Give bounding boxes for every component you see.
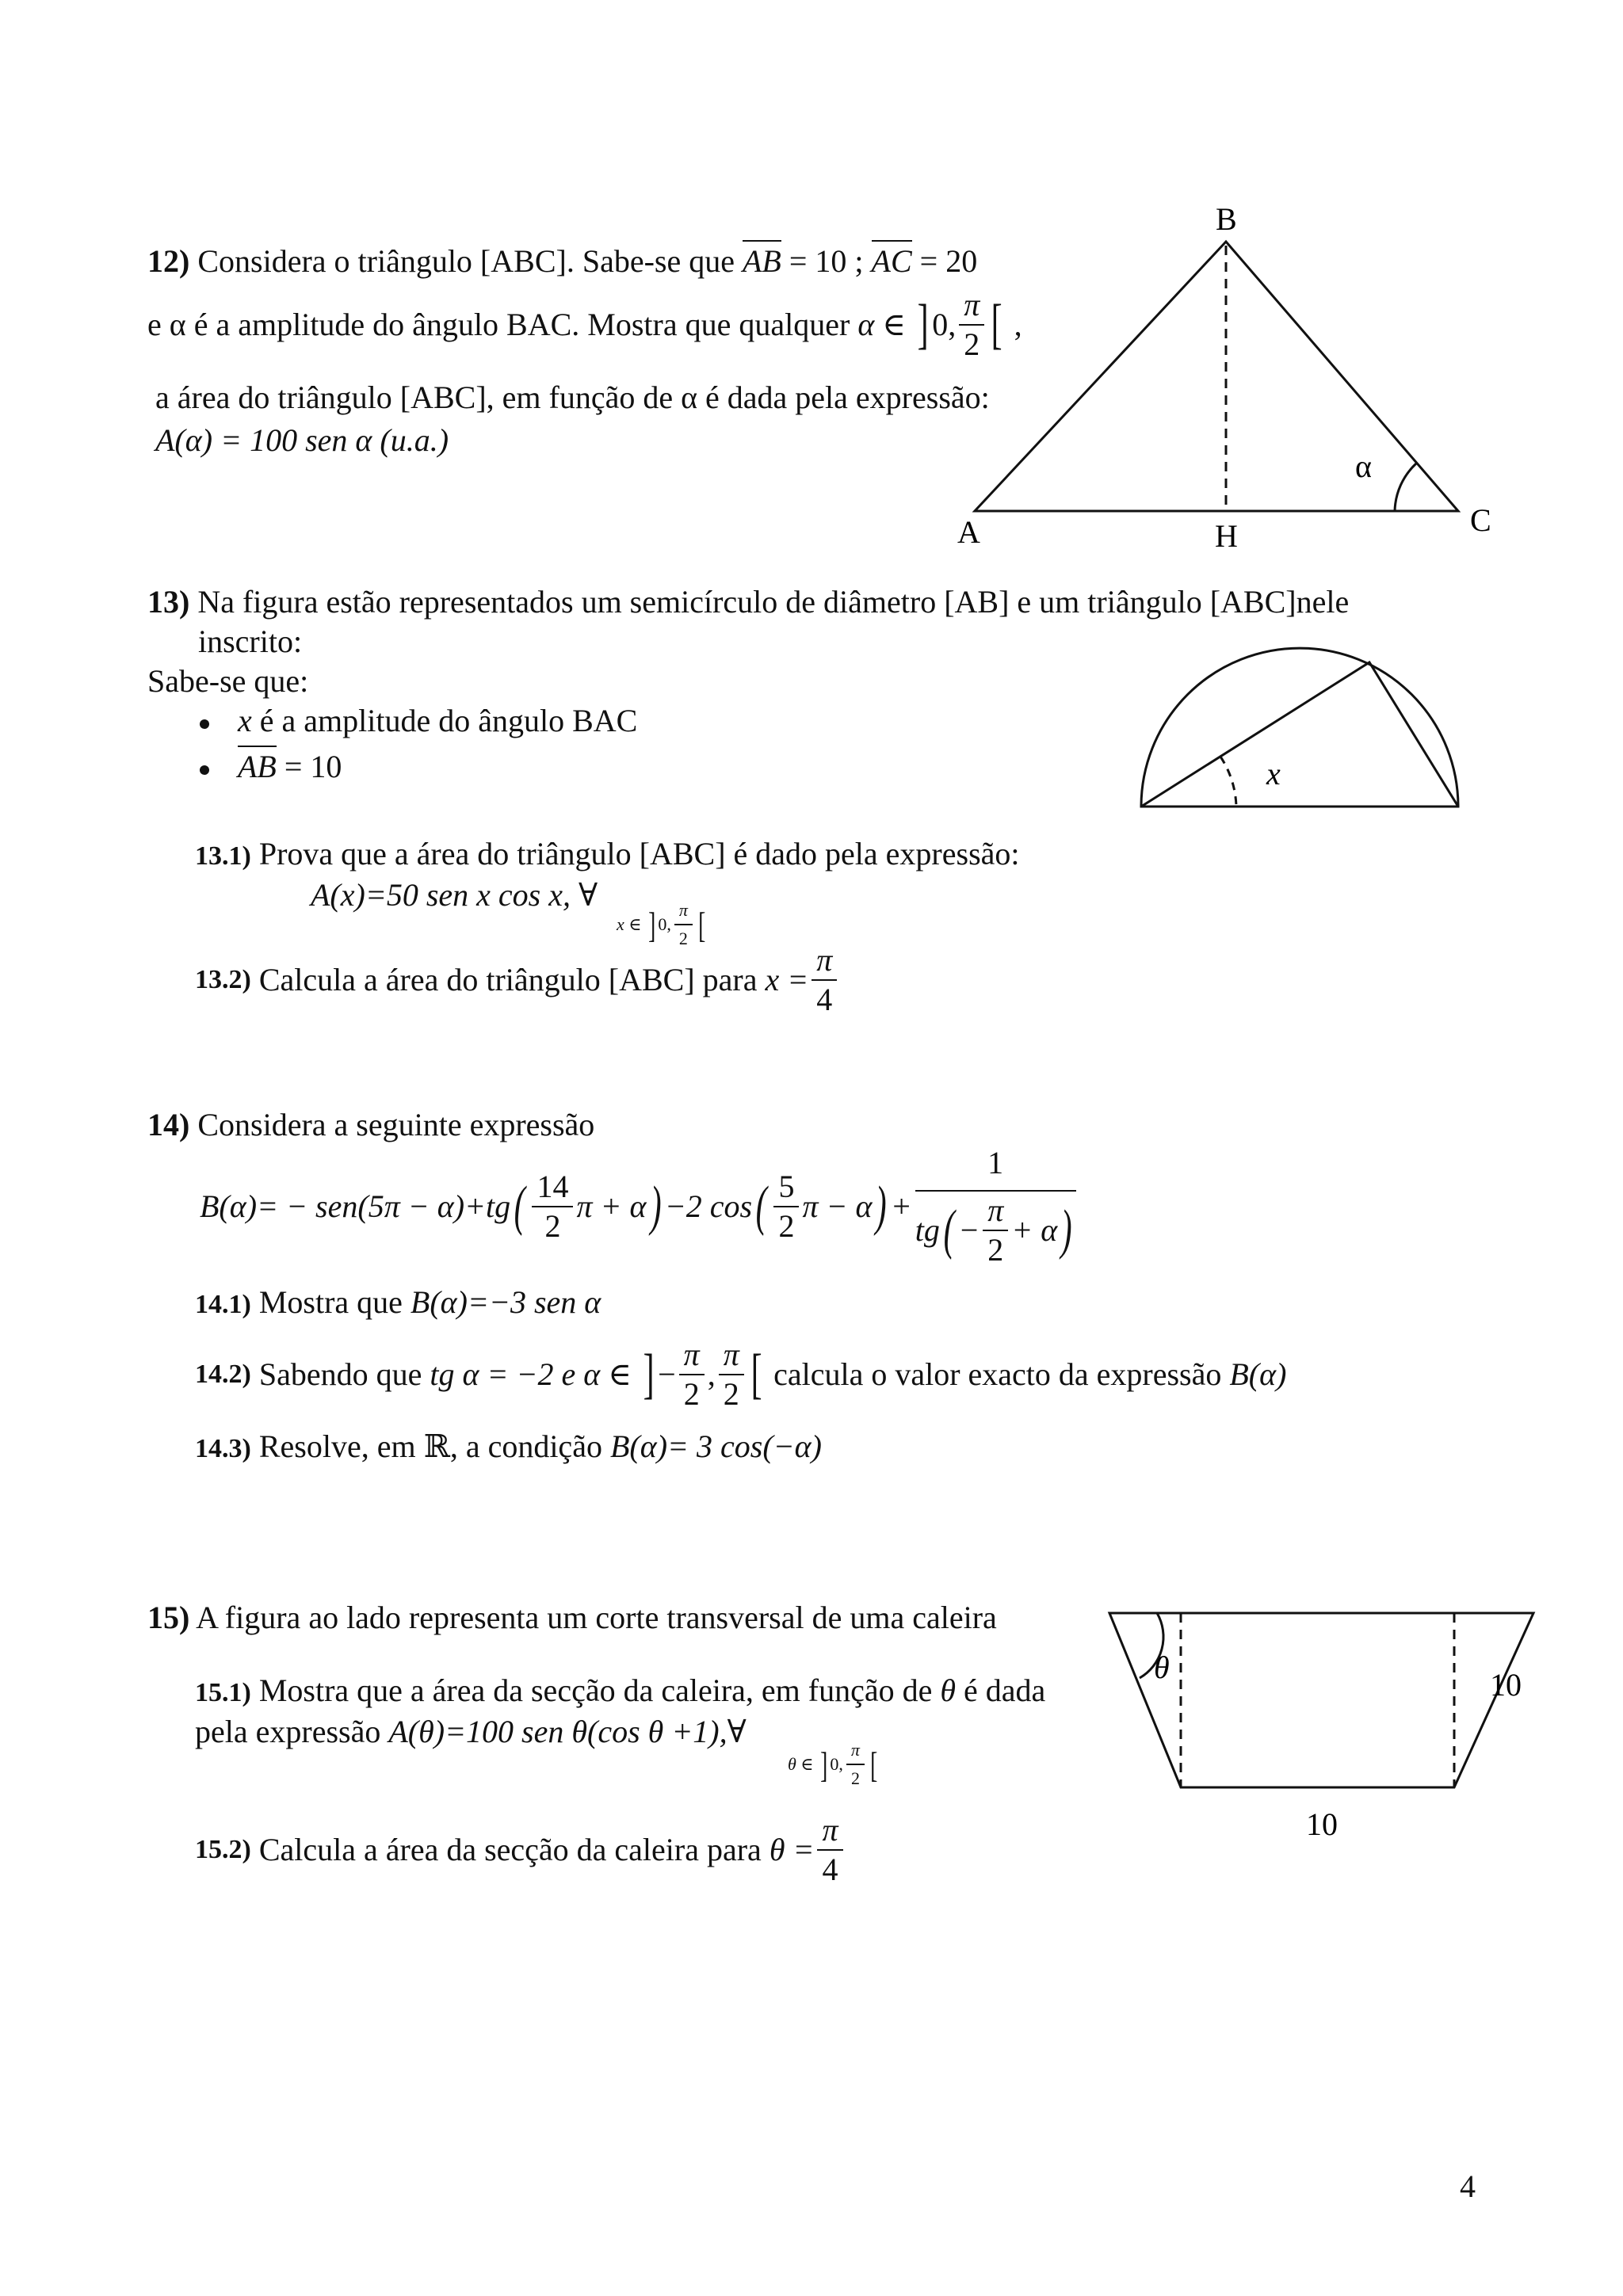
q12-number: 12) (147, 243, 190, 279)
q14-2-b: B(α) (1229, 1356, 1287, 1392)
q14-number: 14) (147, 1107, 190, 1142)
q15-number: 15) (147, 1600, 190, 1635)
q13-1-two: 2 (678, 929, 688, 948)
q12-line3: a área do triângulo [ABC], em função de α é dada pela expressão: (155, 379, 990, 415)
q13-angle-arc (1220, 757, 1236, 807)
q13-known: Sabe-se que: (147, 663, 309, 699)
q12-bracket-left: ] (917, 294, 929, 355)
q13-bullet1-var: x (238, 703, 252, 738)
q13-1-pi: π (674, 900, 693, 925)
q15-1-bracket-right: [ (870, 1744, 878, 1785)
q14-expr-mid3: π − α (802, 1188, 873, 1224)
q12-ab-label: AB (743, 240, 781, 279)
q15-label-side: 10 (1490, 1667, 1522, 1703)
q12-label-alpha: α (1355, 448, 1372, 484)
q13-1-number: 13.1) (195, 841, 251, 871)
q15-label-theta: θ (1154, 1650, 1170, 1685)
q13-line1b: inscrito: (198, 624, 303, 659)
q13-1 (195, 838, 1020, 870)
bullet-icon (200, 719, 209, 729)
q13-2-var: x = (765, 962, 809, 997)
q15-1-domain (788, 1740, 880, 1789)
q13-label-x: x (1266, 756, 1281, 791)
q12-line2 (147, 289, 1022, 360)
q13-2-fraction (812, 944, 837, 1016)
q14-f3-tg: tg (915, 1212, 940, 1248)
q12-comma: , (1014, 307, 1022, 342)
q14-3-text: Resolve, em (258, 1428, 416, 1464)
q14-paren-open: ( (514, 1176, 525, 1237)
q15-2-den: 4 (822, 1852, 838, 1887)
q14-f3-pi: π (983, 1195, 1008, 1231)
q13-semicircle-figure (1125, 634, 1474, 824)
q14-paren-open: ( (755, 1176, 767, 1237)
q15-1-bracket-left: ] (820, 1744, 828, 1785)
q12-label-a: A (957, 514, 980, 550)
q15-2-fraction (817, 1814, 842, 1886)
q14-2-comma: , (707, 1356, 716, 1392)
q15-1-pi-over-2 (846, 1740, 865, 1789)
q13-2-num: π (812, 944, 837, 981)
q15-1-line2-text: pela expressão (195, 1714, 381, 1749)
q14-1-number: 14.1) (195, 1290, 251, 1319)
q14-2-two-a: 2 (683, 1376, 700, 1412)
q14-3-formula: B(α)= 3 cos(−α) (609, 1428, 822, 1464)
q12-bracket-right: [ (991, 294, 1002, 355)
q13-1-bracket-right: [ (697, 904, 706, 945)
q14-f3-minus: − (958, 1212, 980, 1248)
q12-label-b: B (1216, 201, 1237, 237)
q14-expr-plus: + (890, 1188, 912, 1224)
q12-ac-value: = 20 (919, 243, 978, 279)
q14-f2-den: 2 (778, 1208, 795, 1244)
q15-trapezoid (1109, 1613, 1533, 1787)
q15-line1-text: A figura ao lado representa um corte transversal de uma caleira (196, 1600, 997, 1635)
q15-2 (195, 1814, 846, 1886)
q14-f2-num: 5 (773, 1171, 799, 1207)
q14-2-minus: − (658, 1356, 676, 1392)
q12-formula: A(α) = 100 sen α (u.a.) (155, 422, 449, 458)
q14-paren-open: ( (943, 1199, 955, 1261)
q15-1-theta: θ (940, 1672, 956, 1708)
q12-alpha-in: α ∈ (857, 307, 906, 342)
q12-interval-start: 0, (932, 307, 957, 342)
q14-f3-two: 2 (987, 1232, 1004, 1268)
q14-f3-pi-over-2 (983, 1192, 1008, 1268)
q15-1-formula: A(θ)=100 sen θ(cos θ +1),∀ (388, 1714, 747, 1749)
q14-2-two-b: 2 (723, 1376, 739, 1412)
q14-2-cond: tg α = −2 e α ∈ (430, 1356, 632, 1392)
q13-2 (195, 944, 840, 1016)
q14-expr-mid2: −2 cos (664, 1188, 753, 1224)
q14-paren-close: ) (876, 1176, 888, 1237)
q13-bullet1 (200, 705, 637, 737)
q15-2-number: 15.2) (195, 1835, 251, 1864)
q12-ab-value: = 10 ; (789, 243, 864, 279)
q13-1-formula-row (311, 879, 598, 911)
q14-expression (200, 1147, 1079, 1266)
q13-2-text: Calcula a área do triângulo [ABC] para (258, 962, 758, 997)
q14-frac2 (773, 1171, 799, 1242)
q13-line1-text: Na figura estão representados um semicírculo de diâmetro [AB] e um triângulo [ABC]nele (197, 584, 1350, 620)
q13-1-domain-var: x ∈ (617, 914, 642, 934)
q14-3 (195, 1428, 822, 1464)
q14-1-text: Mostra que (258, 1284, 403, 1320)
q14-3-set: ℝ (423, 1428, 450, 1464)
q14-2-bracket-right: [ (750, 1344, 762, 1405)
q14-line1-text: Considera a seguinte expressão (197, 1107, 595, 1142)
q13-2-number: 13.2) (195, 965, 251, 994)
q13-number: 13) (147, 584, 190, 620)
q14-2-pi-b: π (719, 1339, 744, 1375)
q15-2-var: θ = (769, 1832, 815, 1867)
q14-frac1 (532, 1171, 573, 1242)
q14-line1 (147, 1109, 594, 1141)
q14-1-formula: B(α)=−3 sen α (410, 1284, 601, 1320)
q15-2-text: Calcula a área da secção da caleira para (258, 1832, 762, 1867)
q15-1-text2: é dada (964, 1672, 1046, 1708)
q14-paren-close: ) (650, 1176, 662, 1237)
q13-1-domain-start: 0, (658, 914, 671, 934)
q15-1-domain-var: θ ∈ (788, 1754, 814, 1774)
q12-two: 2 (964, 326, 980, 362)
q13-1-bracket-left: ] (648, 904, 656, 945)
q14-2-frac-b (719, 1339, 744, 1410)
q15-label-base: 10 (1306, 1806, 1338, 1842)
q14-2-number: 14.2) (195, 1360, 251, 1389)
q14-2-frac-a (679, 1339, 705, 1410)
q15-line1 (147, 1602, 997, 1634)
q14-2-pi-a: π (679, 1339, 705, 1375)
q13-1-pi-over-2 (674, 900, 693, 949)
q13-1-formula: A(x)=50 sen x cos x, ∀ (311, 877, 598, 913)
q15-1-domain-start: 0, (830, 1754, 843, 1774)
q12-triangle-figure (935, 198, 1506, 555)
q14-f3-num: 1 (915, 1147, 1076, 1192)
q13-1-text: Prova que a área do triângulo [ABC] é dado pela expressão: (258, 836, 1020, 871)
q14-2-text: Sabendo que (258, 1356, 422, 1392)
q14-f3-den (915, 1192, 1076, 1266)
q14-paren-close: ) (1060, 1199, 1072, 1261)
q12-ac-label: AC (872, 240, 912, 279)
q12-triangle (975, 242, 1458, 511)
q14-2-bracket-left: ] (643, 1344, 655, 1405)
q15-2-num: π (817, 1814, 842, 1851)
q14-2 (195, 1339, 1286, 1410)
q14-f1-den: 2 (544, 1208, 561, 1244)
q15-1-text: Mostra que a área da secção da caleira, em função de (258, 1672, 933, 1708)
q12-line1 (147, 243, 978, 279)
q15-1-line2 (195, 1716, 747, 1748)
page-number: 4 (1460, 2168, 1476, 2204)
q14-f3-end: + α (1011, 1212, 1058, 1248)
q12-label-h: H (1215, 518, 1238, 554)
q14-expr-mid1: π + α (576, 1188, 647, 1224)
q15-1-two: 2 (850, 1768, 860, 1788)
q14-f1-num: 14 (532, 1171, 573, 1207)
q12-line1-text: Considera o triângulo [ABC]. Sabe-se que (197, 243, 735, 279)
q12-line2-text: e α é a amplitude do ângulo BAC. Mostra que qualquer (147, 307, 850, 342)
bullet-icon (200, 765, 209, 775)
q13-triangle (1141, 662, 1458, 807)
q13-2-den: 4 (816, 982, 833, 1017)
q13-line1 (147, 586, 1349, 618)
q14-frac3 (915, 1147, 1076, 1266)
q15-1 (195, 1672, 1046, 1708)
q13-1-domain (617, 900, 708, 949)
q13-bullet1-text: é a amplitude do ângulo BAC (259, 703, 638, 738)
q12-pi: π (959, 289, 984, 326)
q14-3-number: 14.3) (195, 1434, 251, 1463)
q13-bullet2 (200, 751, 342, 783)
q15-trapezoid-figure (1094, 1592, 1553, 1854)
q13-bullet2-value: = 10 (284, 749, 342, 784)
q12-label-c: C (1470, 502, 1491, 538)
q15-1-number: 15.1) (195, 1678, 251, 1707)
q12-angle-arc (1395, 463, 1416, 511)
q14-2-text2: calcula o valor exacto da expressão (773, 1356, 1222, 1392)
q14-expr-start: B(α)= − sen(5π − α)+tg (200, 1188, 511, 1224)
q15-1-pi: π (846, 1740, 865, 1765)
q14-1 (195, 1284, 601, 1320)
q14-3-text2: , a condição (449, 1428, 602, 1464)
q13-bullet2-label: AB (238, 746, 277, 784)
